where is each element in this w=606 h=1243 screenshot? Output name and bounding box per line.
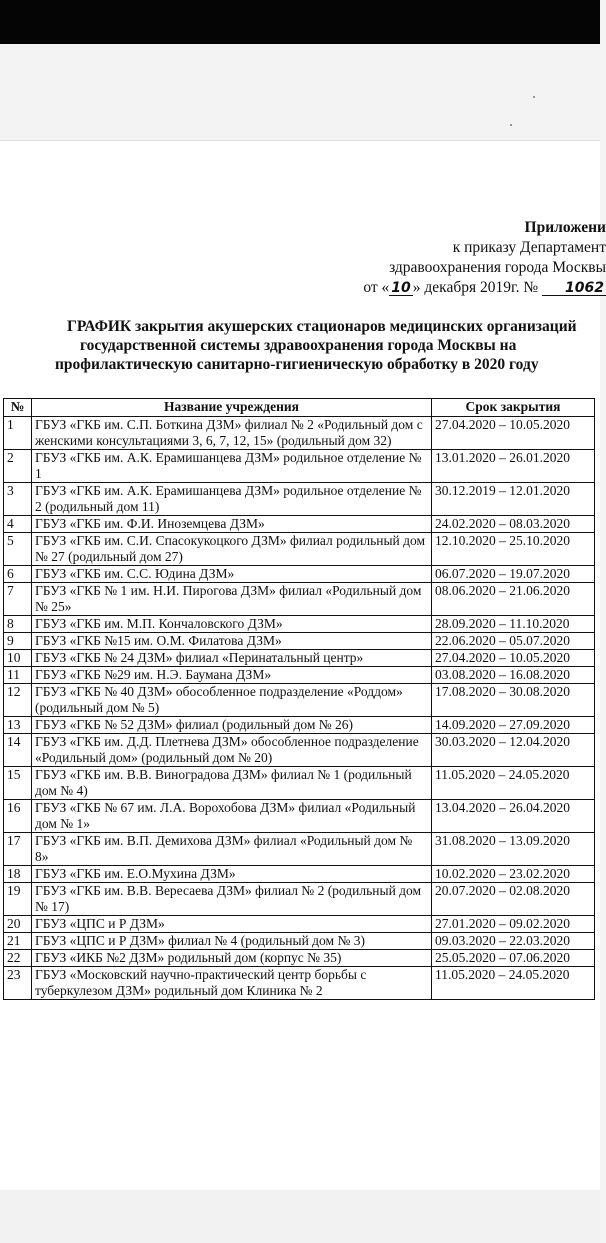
table-row bbox=[4, 667, 595, 684]
closure-period: 11.05.2020 – 24.05.2020 bbox=[432, 967, 595, 1000]
institution-name: ГБУЗ «ГКБ им. В.В. Виноградова ДЗМ» филиал № 1 (родильный дом № 4) bbox=[32, 767, 432, 800]
row-number: 13 bbox=[4, 717, 32, 734]
closure-period: 12.10.2020 – 25.10.2020 bbox=[432, 533, 595, 566]
institution-name: ГБУЗ «ГКБ им. Д.Д. Плетнева ДЗМ» обособленное подразделение «Родильный дом» (родильный дом № 20) bbox=[32, 734, 432, 767]
row-number: 5 bbox=[4, 533, 32, 566]
institution-name: ГБУЗ «ЦПС и Р ДЗМ» филиал № 4 (родильный дом № 3) bbox=[32, 933, 432, 950]
date-suffix: » декабря 2019г. № bbox=[412, 279, 539, 296]
table-row bbox=[4, 566, 595, 583]
top-dark-bar bbox=[0, 0, 600, 44]
institution-name: ГБУЗ «ГКБ им. Ф.И. Иноземцева ДЗМ» bbox=[32, 516, 432, 533]
institution-name: ГБУЗ «ИКБ №2 ДЗМ» родильный дом (корпус № 35) bbox=[32, 950, 432, 967]
closure-period: 27.04.2020 – 10.05.2020 bbox=[432, 650, 595, 667]
closure-period: 31.08.2020 – 13.09.2020 bbox=[432, 833, 595, 866]
closure-period: 28.09.2020 – 11.10.2020 bbox=[432, 616, 595, 633]
bottom-margin bbox=[0, 1190, 600, 1243]
table-row bbox=[4, 717, 595, 734]
annex-block bbox=[276, 218, 606, 298]
heading-line-1: ГРАФИК закрытия акушерских стационаров медицинских организаций bbox=[67, 318, 577, 335]
row-number: 10 bbox=[4, 650, 32, 667]
row-number: 4 bbox=[4, 516, 32, 533]
row-number: 11 bbox=[4, 667, 32, 684]
header-institution: Название учреждения bbox=[32, 399, 432, 417]
table-row bbox=[4, 450, 595, 483]
closure-period: 27.04.2020 – 10.05.2020 bbox=[432, 417, 595, 450]
table-row bbox=[4, 633, 595, 650]
row-number: 17 bbox=[4, 833, 32, 866]
row-number: 2 bbox=[4, 450, 32, 483]
closure-period: 27.01.2020 – 09.02.2020 bbox=[432, 916, 595, 933]
closure-period: 24.02.2020 – 08.03.2020 bbox=[432, 516, 595, 533]
institution-name: ГБУЗ «Московский научно-практический центр борьбы с туберкулезом ДЗМ» родильный дом Клиника № 2 bbox=[32, 967, 432, 1000]
closure-period: 06.07.2020 – 19.07.2020 bbox=[432, 566, 595, 583]
closure-period: 13.01.2020 – 26.01.2020 bbox=[432, 450, 595, 483]
document-heading bbox=[10, 317, 600, 374]
closure-period: 03.08.2020 – 16.08.2020 bbox=[432, 667, 595, 684]
table-row bbox=[4, 800, 595, 833]
institution-name: ГБУЗ «ГКБ им. В.П. Демихова ДЗМ» филиал «Родильный дом № 8» bbox=[32, 833, 432, 866]
closure-period: 20.07.2020 – 02.08.2020 bbox=[432, 883, 595, 916]
row-number: 1 bbox=[4, 417, 32, 450]
row-number: 12 bbox=[4, 684, 32, 717]
institution-name: ГБУЗ «ГКБ им. А.К. Ерамишанцева ДЗМ» родильное отделение № 2 (родильный дом 11) bbox=[32, 483, 432, 516]
table-row bbox=[4, 967, 595, 1000]
row-number: 19 bbox=[4, 883, 32, 916]
institution-name: ГБУЗ «ГКБ им. С.И. Спасокукоцкого ДЗМ» филиал родильный дом № 27 (родильный дом 27) bbox=[32, 533, 432, 566]
row-number: 3 bbox=[4, 483, 32, 516]
closure-period: 11.05.2020 – 24.05.2020 bbox=[432, 767, 595, 800]
institution-name: ГБУЗ «ГКБ им. С.П. Боткина ДЗМ» филиал № 2 «Родильный дом с женскими консультациями 3, 6, 7, 12, 15» (родильный дом 32) bbox=[32, 417, 432, 450]
institution-name: ГБУЗ «ГКБ им. В.В. Вересаева ДЗМ» филиал № 2 (родильный дом № 17) bbox=[32, 883, 432, 916]
previous-page-strip bbox=[0, 44, 600, 138]
annex-title: Приложени bbox=[524, 219, 606, 236]
institution-name: ГБУЗ «ГКБ им. С.С. Юдина ДЗМ» bbox=[32, 566, 432, 583]
row-number: 23 bbox=[4, 967, 32, 1000]
institution-name: ГБУЗ «ГКБ № 52 ДЗМ» филиал (родильный дом № 26) bbox=[32, 717, 432, 734]
closure-period: 13.04.2020 – 26.04.2020 bbox=[432, 800, 595, 833]
closure-schedule-table bbox=[3, 398, 595, 1000]
institution-name: ГБУЗ «ГКБ им. Е.О.Мухина ДЗМ» bbox=[32, 866, 432, 883]
institution-name: ГБУЗ «ГКБ им. М.П. Кончаловского ДЗМ» bbox=[32, 616, 432, 633]
table-row bbox=[4, 916, 595, 933]
table-row bbox=[4, 483, 595, 516]
order-date-line bbox=[276, 278, 606, 298]
table-row bbox=[4, 950, 595, 967]
table-row bbox=[4, 734, 595, 767]
row-number: 18 bbox=[4, 866, 32, 883]
institution-name: ГБУЗ «ГКБ № 24 ДЗМ» филиал «Перинатальный центр» bbox=[32, 650, 432, 667]
row-number: 21 bbox=[4, 933, 32, 950]
institution-name: ГБУЗ «ГКБ №29 им. Н.Э. Баумана ДЗМ» bbox=[32, 667, 432, 684]
row-number: 14 bbox=[4, 734, 32, 767]
table-row bbox=[4, 866, 595, 883]
row-number: 22 bbox=[4, 950, 32, 967]
table-row bbox=[4, 833, 595, 866]
heading-line-3: профилактическую санитарно-гигиеническую обработку в 2020 году bbox=[55, 356, 539, 373]
closure-period: 25.05.2020 – 07.06.2020 bbox=[432, 950, 595, 967]
row-number: 20 bbox=[4, 916, 32, 933]
table-row bbox=[4, 883, 595, 916]
speck bbox=[533, 96, 535, 98]
row-number: 16 bbox=[4, 800, 32, 833]
table-header-row bbox=[4, 399, 595, 417]
closure-period: 14.09.2020 – 27.09.2020 bbox=[432, 717, 595, 734]
closure-period: 30.03.2020 – 12.04.2020 bbox=[432, 734, 595, 767]
institution-name: ГБУЗ «ГКБ №15 им. О.М. Филатова ДЗМ» bbox=[32, 633, 432, 650]
row-number: 15 bbox=[4, 767, 32, 800]
row-number: 6 bbox=[4, 566, 32, 583]
table-row bbox=[4, 933, 595, 950]
annex-line-2: здравоохранения города Москвы bbox=[389, 259, 606, 276]
table-row bbox=[4, 417, 595, 450]
speck bbox=[510, 124, 512, 126]
row-number: 8 bbox=[4, 616, 32, 633]
table-row bbox=[4, 616, 595, 633]
institution-name: ГБУЗ «ГКБ № 1 им. Н.И. Пирогова ДЗМ» филиал «Родильный дом № 25» bbox=[32, 583, 432, 616]
table-row bbox=[4, 583, 595, 616]
institution-name: ГБУЗ «ГКБ № 67 им. Л.А. Ворохобова ДЗМ» филиал «Родильный дом № 1» bbox=[32, 800, 432, 833]
row-number: 9 bbox=[4, 633, 32, 650]
heading-line-2: государственной системы здравоохранения города Москвы на bbox=[80, 337, 517, 354]
table-row bbox=[4, 650, 595, 667]
closure-period: 17.08.2020 – 30.08.2020 bbox=[432, 684, 595, 717]
institution-name: ГБУЗ «ЦПС и Р ДЗМ» bbox=[32, 916, 432, 933]
closure-period: 09.03.2020 – 22.03.2020 bbox=[432, 933, 595, 950]
closure-period: 30.12.2019 – 12.01.2020 bbox=[432, 483, 595, 516]
closure-period: 08.06.2020 – 21.06.2020 bbox=[432, 583, 595, 616]
header-number: № bbox=[4, 399, 32, 417]
closure-period: 22.06.2020 – 05.07.2020 bbox=[432, 633, 595, 650]
header-closure-period: Срок закрытия bbox=[432, 399, 595, 417]
table-row bbox=[4, 684, 595, 717]
table-row bbox=[4, 533, 595, 566]
handwritten-order-number: 1062 bbox=[542, 281, 606, 296]
row-number: 7 bbox=[4, 583, 32, 616]
date-prefix: от « bbox=[363, 279, 390, 296]
institution-name: ГБУЗ «ГКБ им. А.К. Ерамишанцева ДЗМ» родильное отделение № 1 bbox=[32, 450, 432, 483]
institution-name: ГБУЗ «ГКБ № 40 ДЗМ» обособленное подразделение «Роддом» (родильный дом № 5) bbox=[32, 684, 432, 717]
annex-line-1: к приказу Департамент bbox=[452, 239, 606, 256]
table-row bbox=[4, 767, 595, 800]
closure-period: 10.02.2020 – 23.02.2020 bbox=[432, 866, 595, 883]
handwritten-day: 10 bbox=[391, 280, 411, 296]
table-row bbox=[4, 516, 595, 533]
